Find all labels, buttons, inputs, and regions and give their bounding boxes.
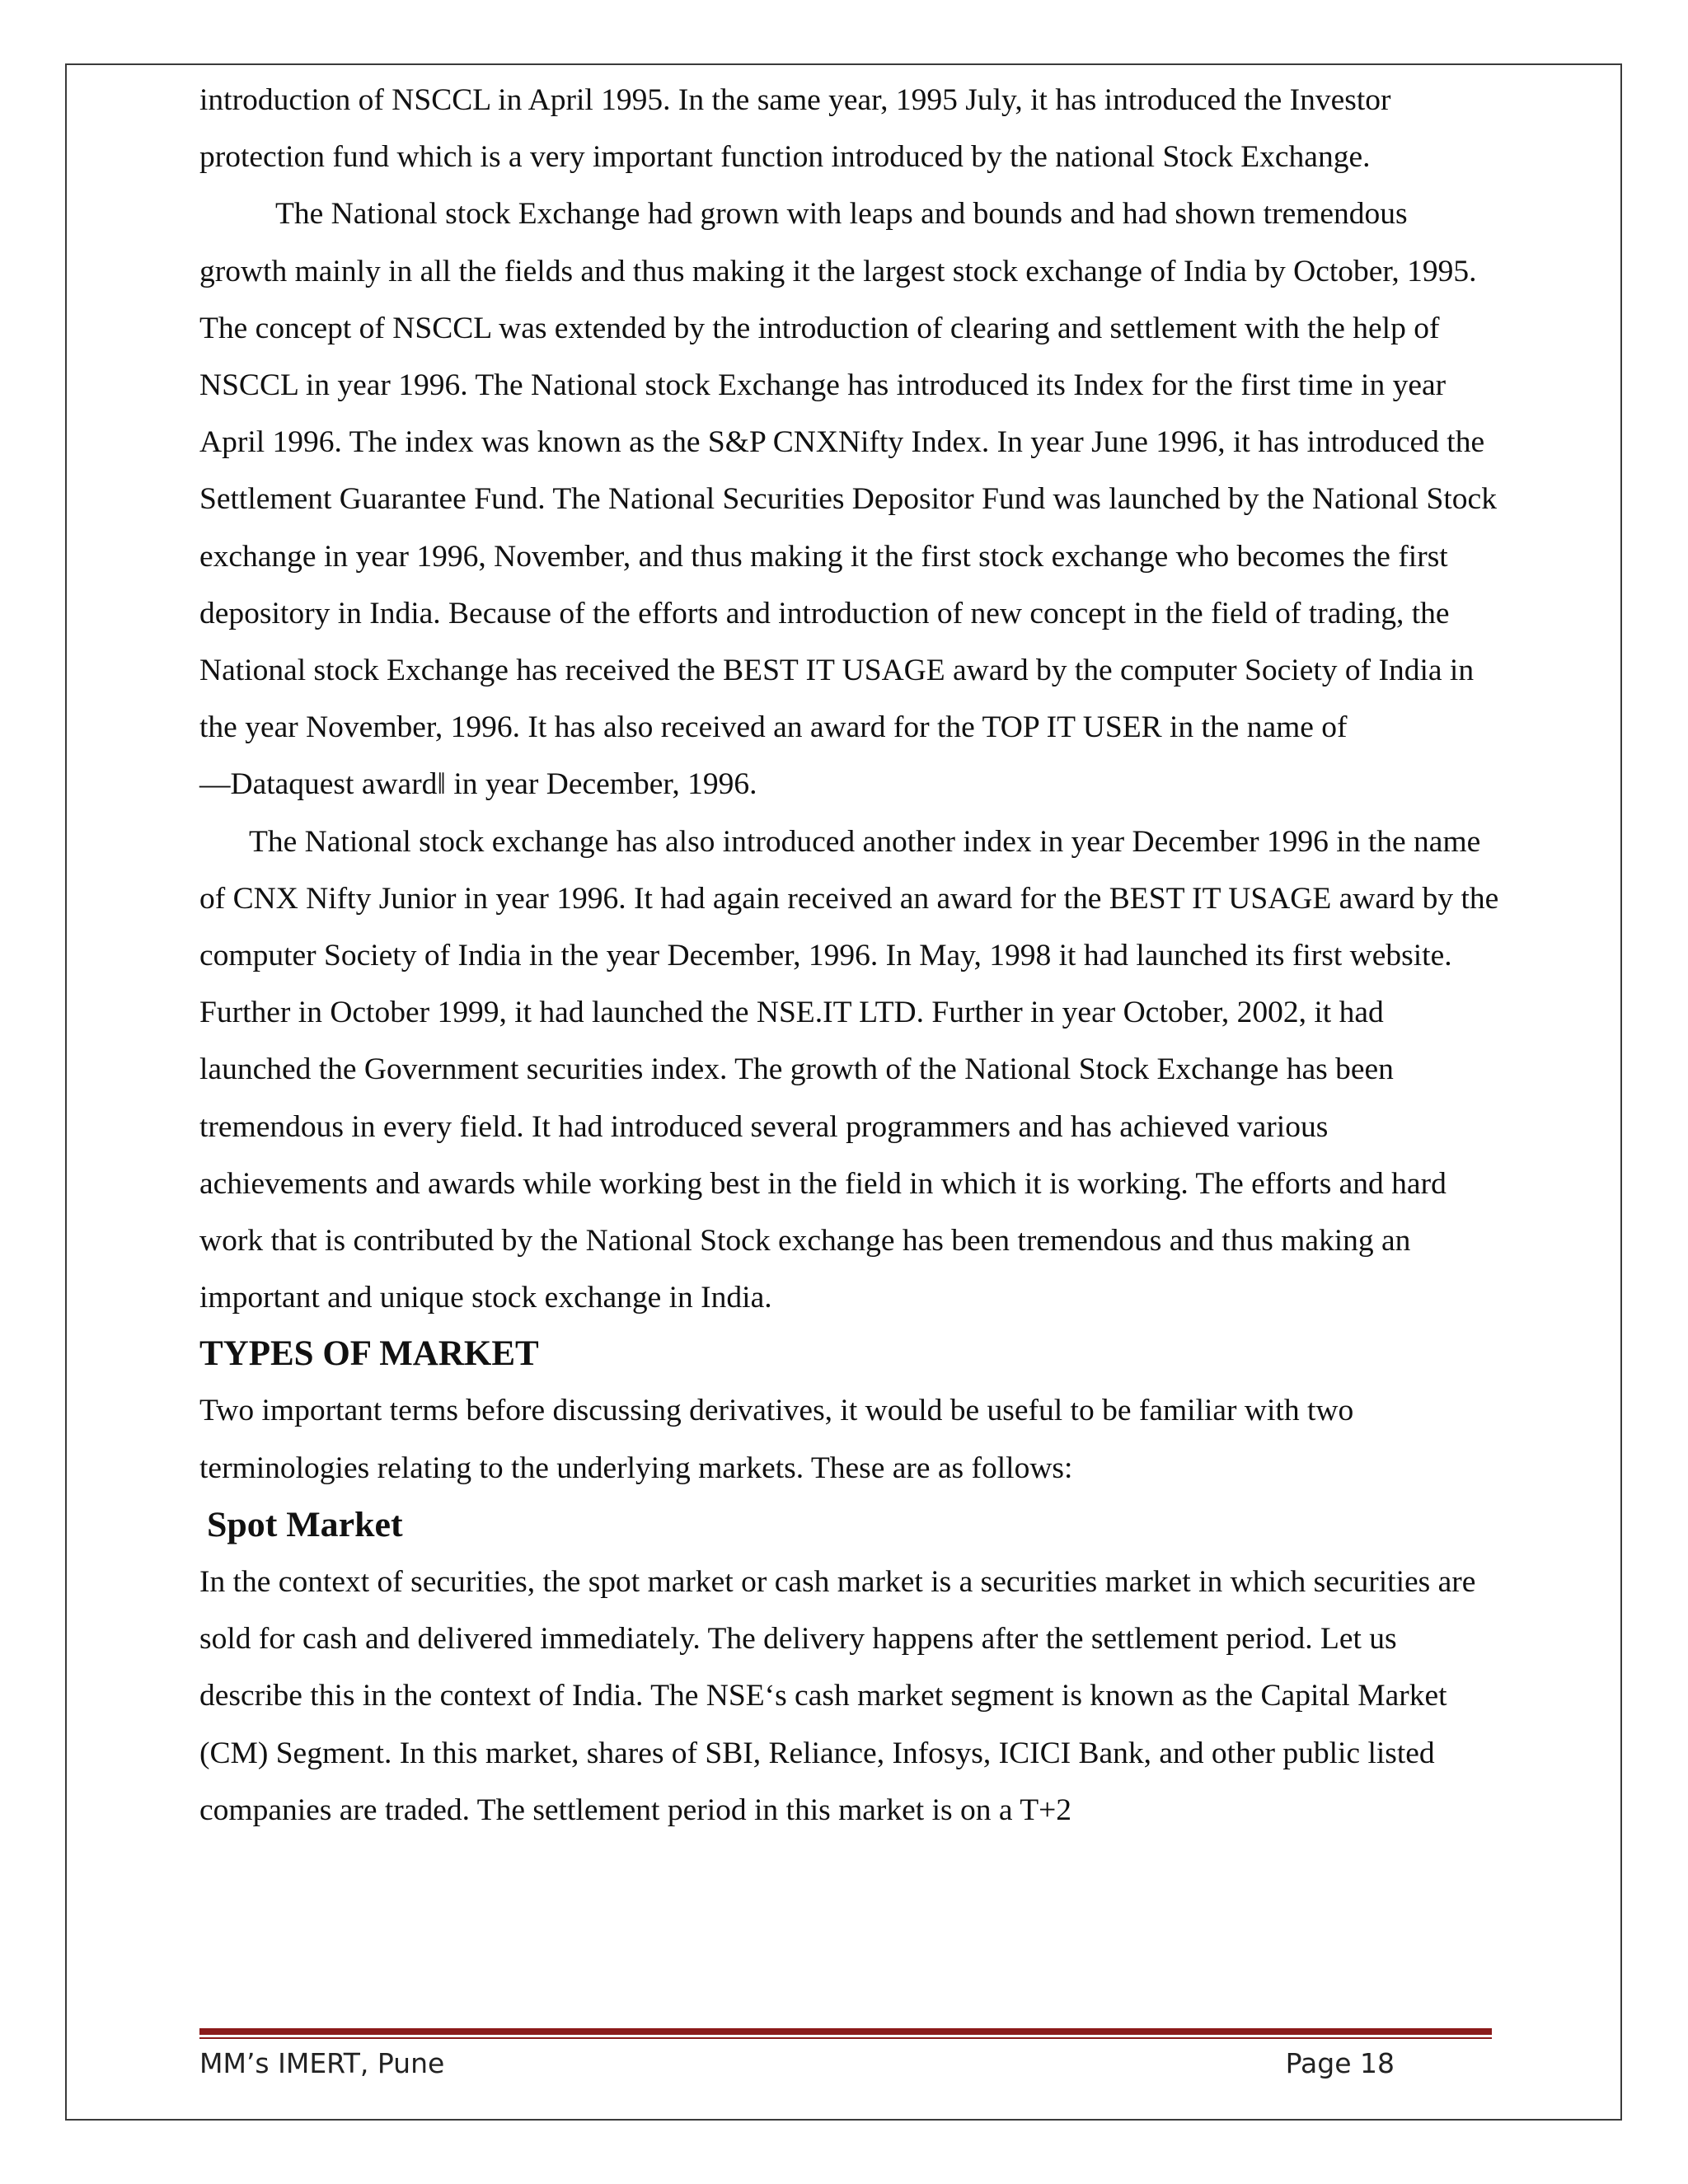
footer-rule-thick (199, 2028, 1492, 2035)
footer-rule-thin (199, 2037, 1492, 2039)
paragraph-nse-awards: The National stock exchange has also introduced another index in year December 1996 in the name of CNX Nifty Junior in year 1996. It had again received an award for the BEST IT USAGE award by the computer Society of India in the year December, 1996. In May, 1998 it had launched its first website. Further in October 1999, it had launched the NSE.IT LTD. Further in year October, 2002, it had launched the Government securities index. The growth of the National Stock Exchange has been tremendous in every field. It had introduced several programmers and has achieved various achievements and awards while working best in the field in which it is working. The efforts and hard work that is contributed by the National Stock exchange has been tremendous and thus making an important and unique stock exchange in India. (199, 824, 1499, 1315)
paragraph-spot-market: In the context of securities, the spot market or cash market is a securities market in which securities are sold for cash and delivered immediately. The delivery happens after the settlement period. Let us describe this in the context of India. The NSE‘s cash market segment is known as the Capital Market (CM) Segment. In this market, shares of SBI, Reliance, Infosys, ICICI Bank, and other public listed companies are traded. The settlement period in this market is on a T+2 (199, 1565, 1476, 1827)
subheading-spot-market: Spot Market (207, 1504, 403, 1544)
section-heading-types-of-market: TYPES OF MARKET (199, 1334, 539, 1374)
paragraph-nsccl-intro: introduction of NSCCL in April 1995. In the same year, 1995 July, it has introduced the Investor protection fund which is a very important function introduced by the national Stock Exchange. (199, 83, 1391, 175)
paragraph-market-terms: Two important terms before discussing derivatives, it would be useful to be familiar with two terminologies relating to the underlying markets. These are as follows: (199, 1394, 1354, 1485)
footer-page-number: Page 18 (1285, 2047, 1395, 2079)
footer-rule (199, 2028, 1492, 2039)
footer-institution: MM’s IMERT, Pune (199, 2047, 445, 2079)
paragraph-nse-growth: The National stock Exchange had grown with leaps and bounds and had shown tremendous growth mainly in all the fields and thus making it the largest stock exchange of India by October, 1995. The concept of NSCCL was extended by the introduction of clearing and settlement with the help of NSCCL in year 1996. The National stock Exchange has introduced its Index for the first time in year April 1996. The index was known as the S&P CNXNifty Index. In year June 1996, it has introduced the Settlement Guarantee Fund. The National Securities Depositor Fund was launched by the National Stock exchange in year 1996, November, and thus making it the first stock exchange who becomes the first depository in India. Because of the efforts and introduction of new concept in the field of trading, the National stock Exchange has received the BEST IT USAGE award by the computer Society of India in the year November, 1996. It has also received an award for the TOP IT USER in the name of ―Dataquest award‖ in year December, 1996. (199, 197, 1497, 802)
document-body (199, 72, 1502, 1839)
